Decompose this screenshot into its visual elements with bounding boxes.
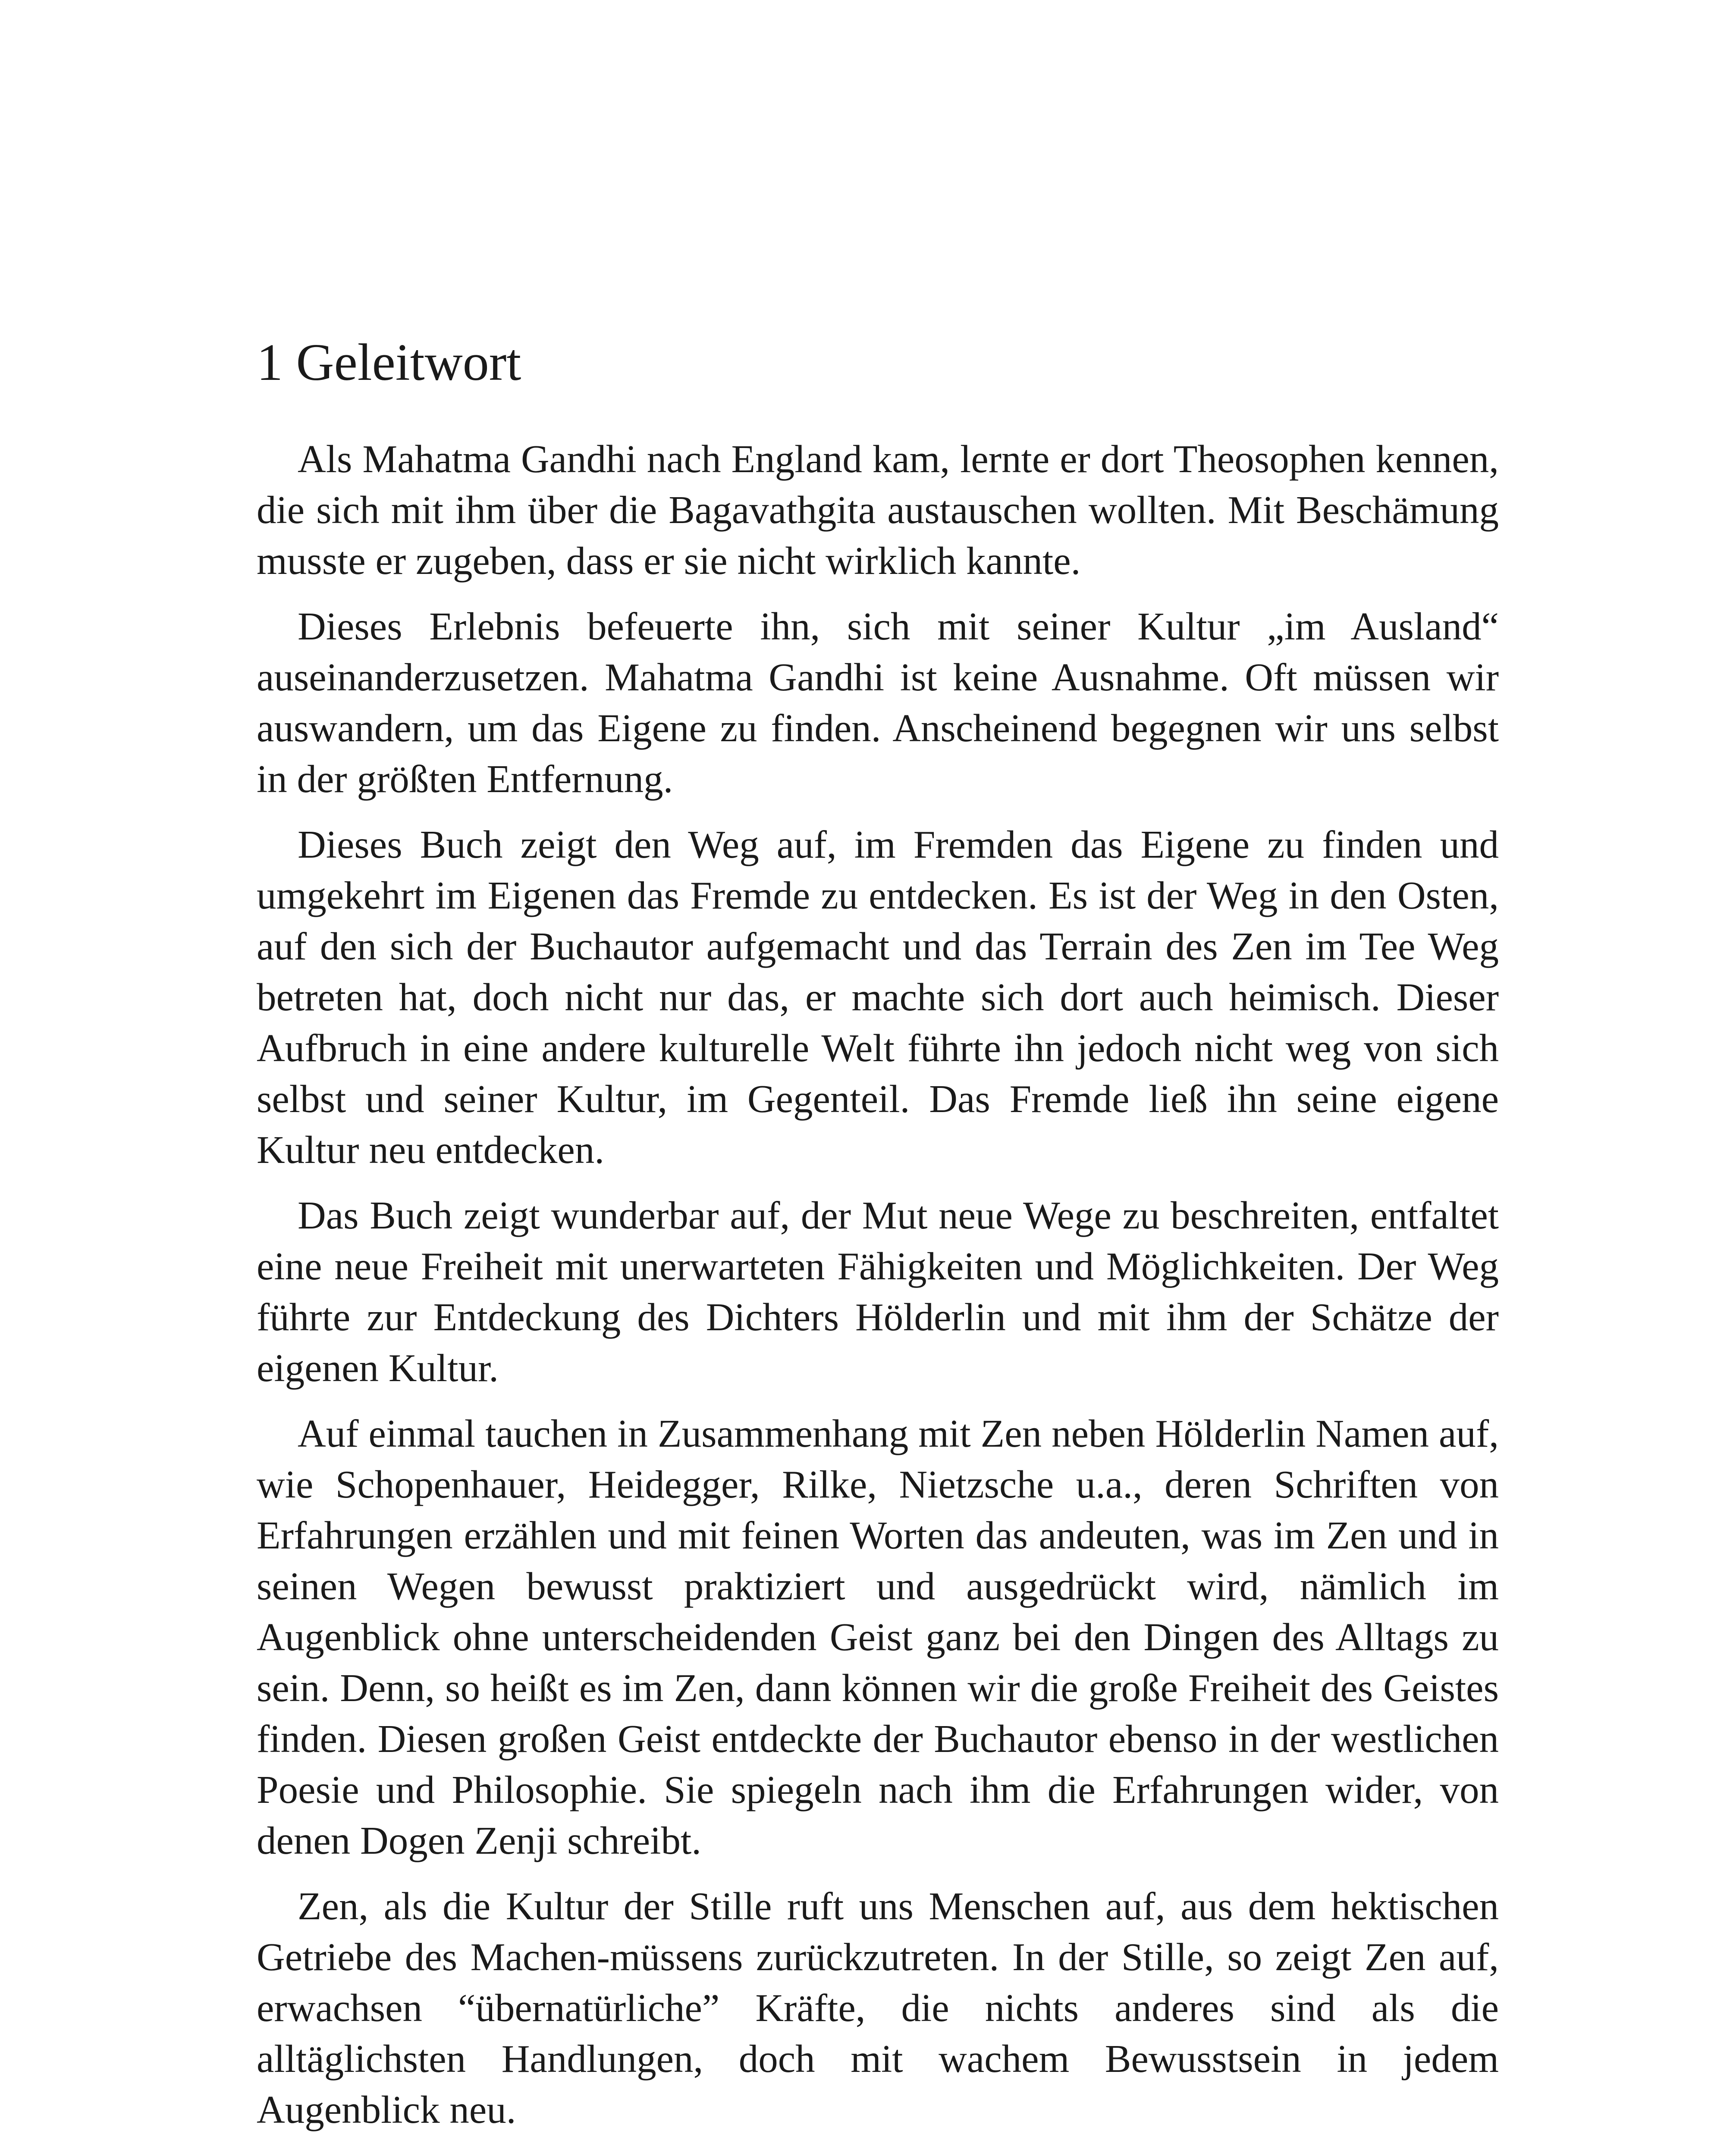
paragraph: Zen, als die Kultur der Stille ruft uns Menschen auf, aus dem hektischen Getriebe des Machen-müssens zurückzutreten. In der Stille, so zeigt Zen auf, erwachsen “übernatürliche” Kräfte, die nichts anderes sind als die alltäglichsten Handlungen, doch mit wachem Bewusstsein in jedem Augenblick neu. [257, 1884, 1499, 2131]
paragraph: Als Mahatma Gandhi nach England kam, lernte er dort Theosophen kennen, die sich mit ihm über die Bagavathgita austauschen wollten. Mit Beschämung musste er zugeben, dass er sie nicht wirklich kannte. [257, 437, 1499, 583]
body-text [257, 434, 1499, 2150]
chapter-title: 1 Geleitwort [257, 333, 521, 392]
paragraph: Das Buch zeigt wunderbar auf, der Mut neue Wege zu beschreiten, entfaltet eine neue Freiheit mit unerwarteten Fähigkeiten und Möglichkeiten. Der Weg führte zur Entdeckung des Dichters Hölderlin und mit ihm der Schätze der eigenen Kultur. [257, 1194, 1499, 1390]
paragraph: Dieses Buch zeigt den Weg auf, im Fremden das Eigene zu finden und umgekehrt im Eigenen das Fremde zu entdecken. Es ist der Weg in den Osten, auf den sich der Buchautor aufgemacht und das Terrain des Zen im Tee Weg betreten hat, doch nicht nur das, er machte sich dort auch heimisch. Dieser Aufbruch in eine andere kulturelle Welt führte ihn jedoch nicht weg von sich selbst und seiner Kultur, im Gegenteil. Das Fremde ließ ihn seine eigene Kultur neu entdecken. [257, 823, 1499, 1172]
paragraph: Auf einmal tauchen in Zusammenhang mit Zen neben Hölderlin Namen auf, wie Schopenhauer, Heidegger, Rilke, Nietzsche u.a., deren Schriften von Erfahrungen erzählen und mit feinen Worten das andeuten, was im Zen und in seinen Wegen bewusst praktiziert und ausgedrückt wird, nämlich im Augenblick ohne unterscheidenden Geist ganz bei den Dingen des Alltags zu sein. Denn, so heißt es im Zen, dann können wir die große Freiheit des Geistes finden. Diesen großen Geist entdeckte der Buchautor ebenso in der westlichen Poesie und Philosophie. Sie spiegeln nach ihm die Erfahrungen wider, von denen Dogen Zenji schreibt. [257, 1412, 1499, 1862]
paragraph: Dieses Erlebnis befeuerte ihn, sich mit seiner Kultur „im Ausland“ auseinanderzusetzen. Mahatma Gandhi ist keine Ausnahme. Oft müssen wir auswandern, um das Eigene zu finden. Anscheinend begegnen wir uns selbst in der größten Entfernung. [257, 605, 1499, 801]
